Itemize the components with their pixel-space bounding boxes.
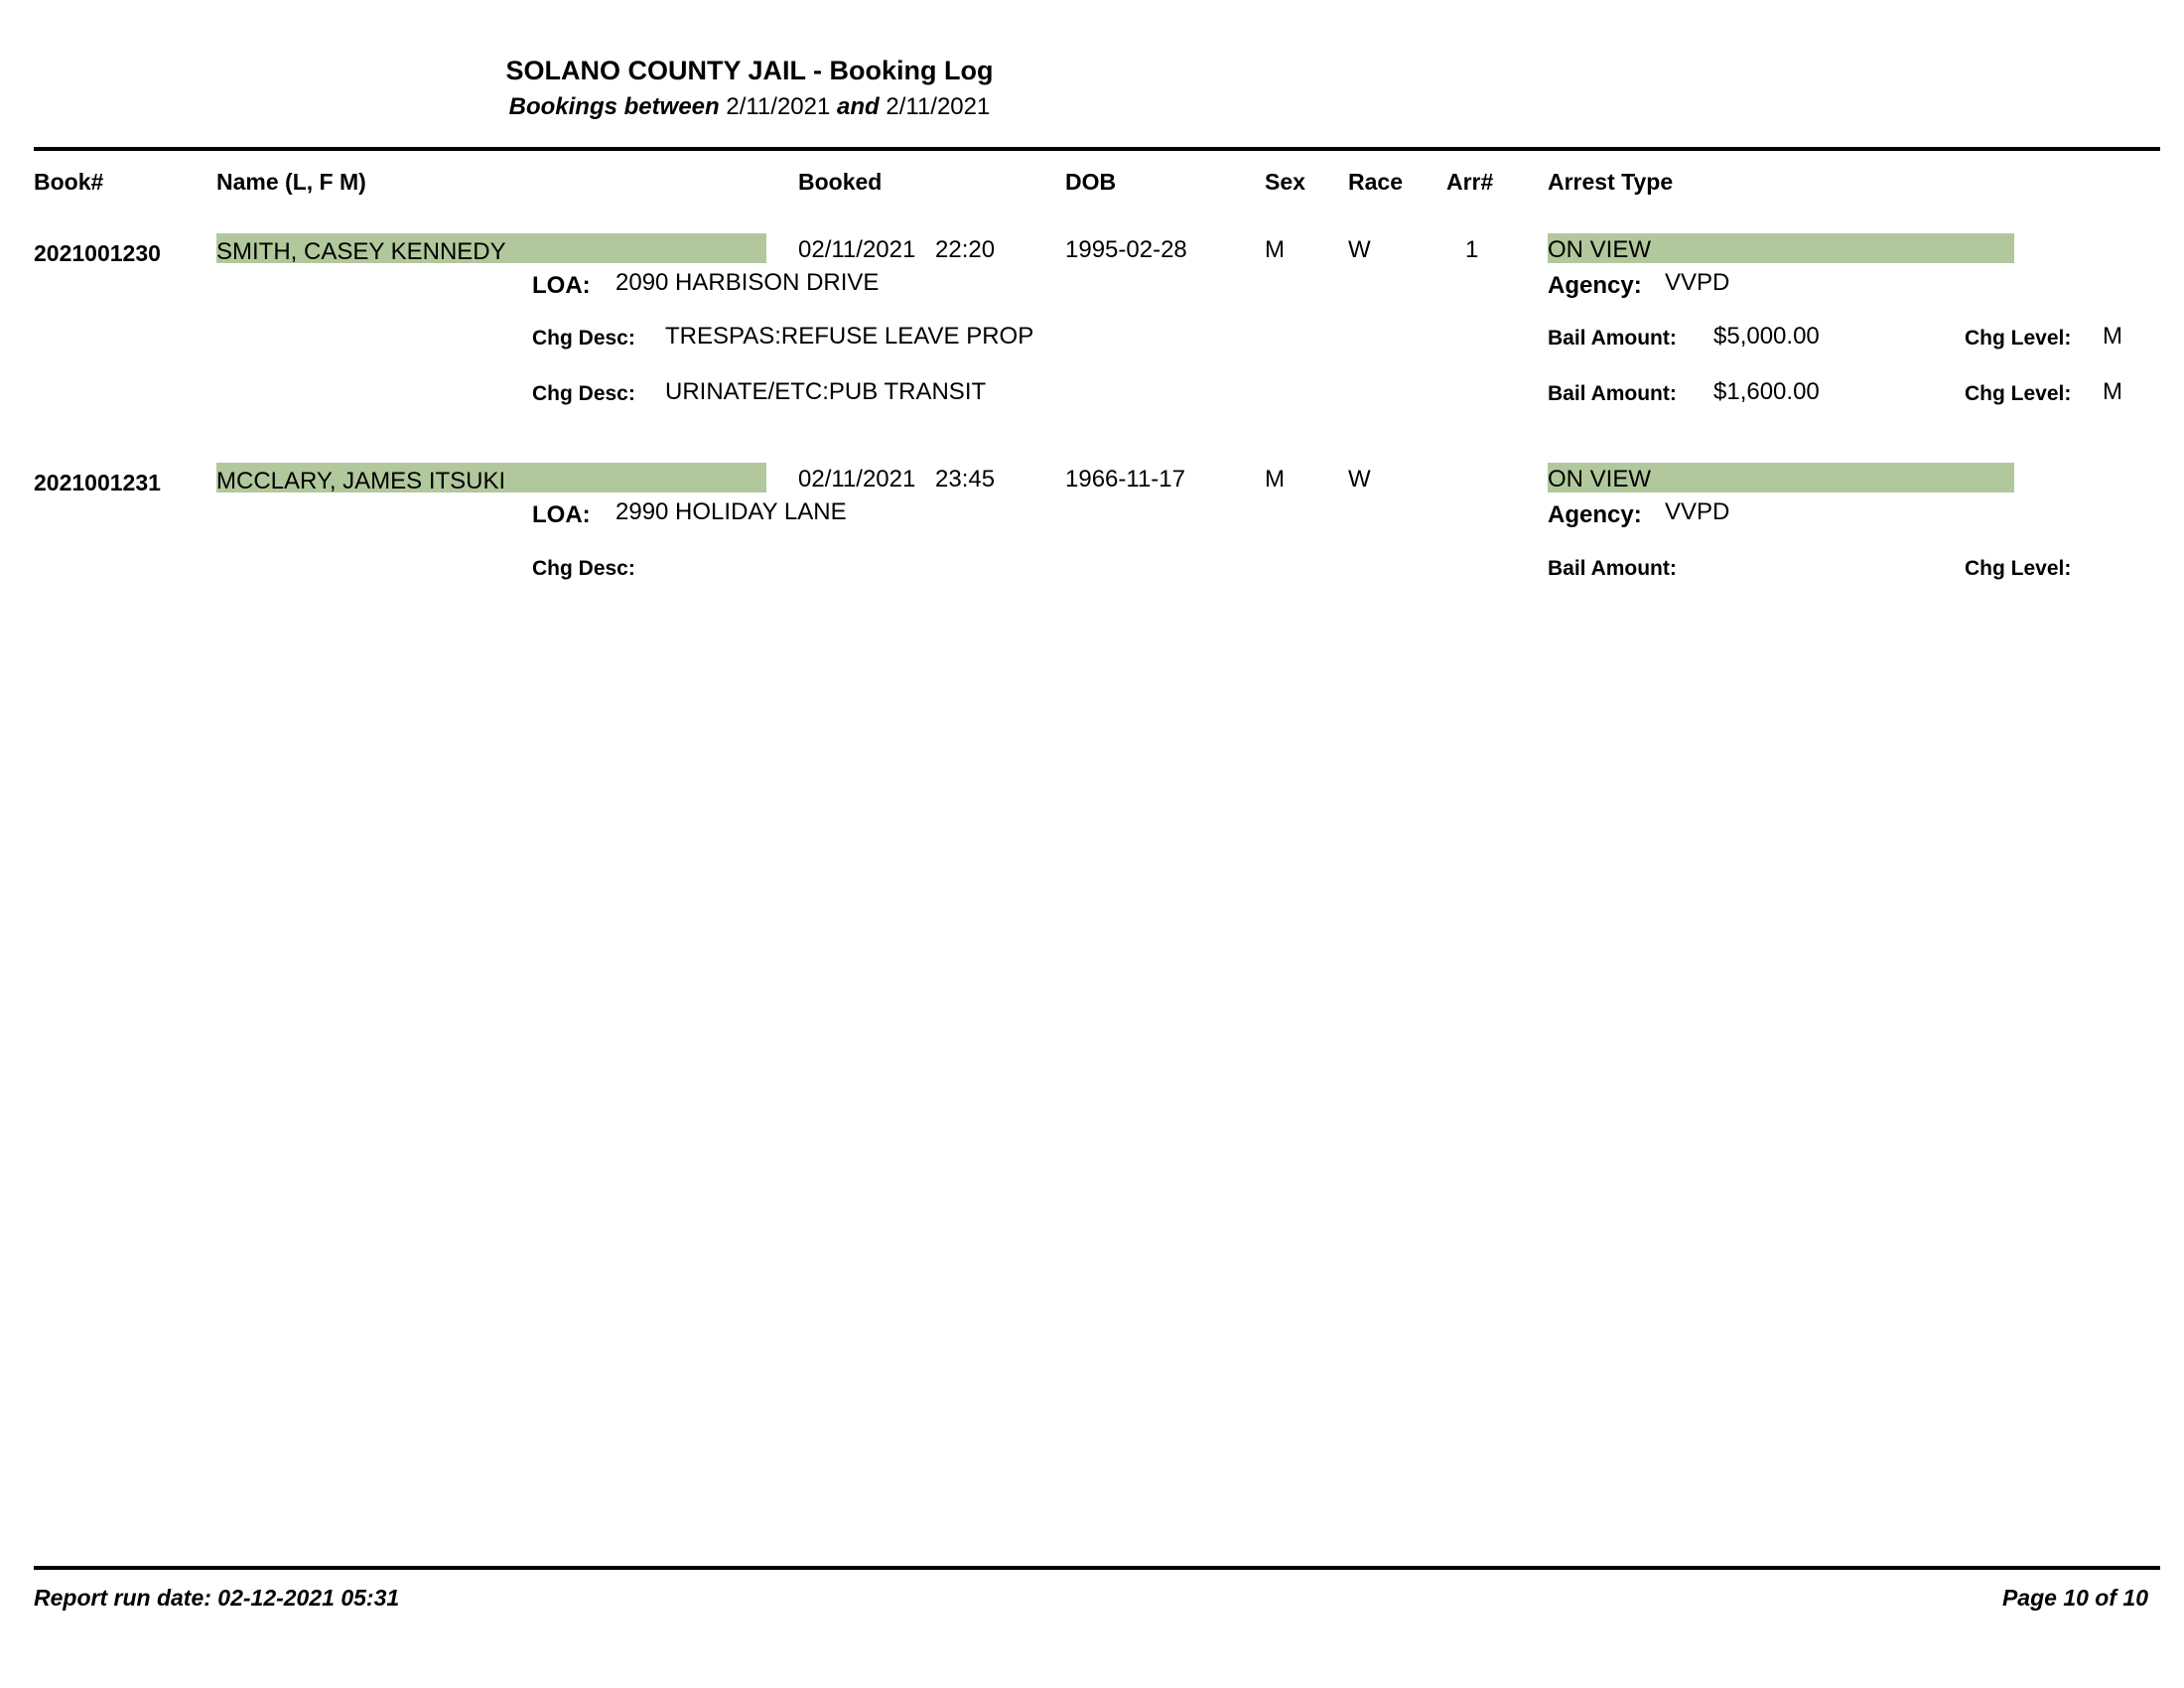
chg-level-label: Chg Level: [1965,382,2072,405]
page-number: Page 10 of 10 [2001,1585,2148,1611]
race: W [1348,236,1371,263]
inmate-name: MCCLARY, JAMES ITSUKI [216,468,506,494]
chg-level: M [2103,378,2122,405]
loa-label: LOA: [532,272,591,299]
chg-desc-label: Chg Desc: [532,327,635,350]
chg-level: M [2103,323,2122,350]
loa-label: LOA: [532,501,591,528]
sex: M [1265,236,1285,263]
bail-amount: $5,000.00 [1713,323,1820,350]
chg-level-label: Chg Level: [1965,327,2072,350]
arrest-number: 1 [1465,236,1479,263]
col-arrest-type: Arrest Type [1548,169,1674,195]
loa-value: 2090 HARBISON DRIVE [615,269,880,296]
header-rule [34,147,2160,151]
booked-date: 02/11/2021 [798,236,916,263]
col-race: Race [1348,169,1403,195]
date-to: 2/11/2021 [886,93,991,120]
dob: 1966-11-17 [1065,466,1185,492]
book-number: 2021001231 [34,470,161,495]
charge-desc: URINATE/ETC:PUB TRANSIT [665,378,987,405]
subtitle-prefix: Bookings between [508,93,720,120]
chg-desc-label: Chg Desc: [532,382,635,405]
bail-amount-label: Bail Amount: [1548,327,1677,350]
agency-value: VVPD [1665,498,1730,525]
col-dob: DOB [1065,169,1117,195]
col-sex: Sex [1265,169,1305,195]
report-run-date: Report run date: 02-12-2021 05:31 [34,1585,400,1611]
subtitle-and: and [837,93,880,120]
arrest-type: ON VIEW [1548,466,1652,492]
agency-label: Agency: [1548,272,1642,299]
report-subtitle [0,93,1499,121]
date-from: 2/11/2021 [726,93,831,120]
agency-label: Agency: [1548,501,1642,528]
loa-value: 2990 HOLIDAY LANE [615,498,847,525]
report-title: SOLANO COUNTY JAIL - Booking Log [505,56,994,85]
dob: 1995-02-28 [1065,236,1187,263]
book-number: 2021001230 [34,240,161,266]
footer-rule [34,1566,2160,1570]
race: W [1348,466,1371,492]
booked-date: 02/11/2021 [798,466,916,492]
chg-level-label: Chg Level: [1965,557,2072,580]
bail-amount-label: Bail Amount: [1548,382,1677,405]
col-name: Name (L, F M) [216,169,366,195]
arrest-type: ON VIEW [1548,236,1652,263]
chg-desc-label: Chg Desc: [532,557,635,580]
col-book: Book# [34,169,104,195]
booked-time: 23:45 [935,466,996,492]
booked-time: 22:20 [935,236,996,263]
bail-amount-label: Bail Amount: [1548,557,1677,580]
agency-value: VVPD [1665,269,1730,296]
charge-desc: TRESPAS:REFUSE LEAVE PROP [665,323,1034,350]
col-arr: Arr# [1446,169,1494,195]
inmate-name: SMITH, CASEY KENNEDY [216,238,506,265]
sex: M [1265,466,1285,492]
col-booked: Booked [798,169,883,195]
bail-amount: $1,600.00 [1713,378,1820,405]
